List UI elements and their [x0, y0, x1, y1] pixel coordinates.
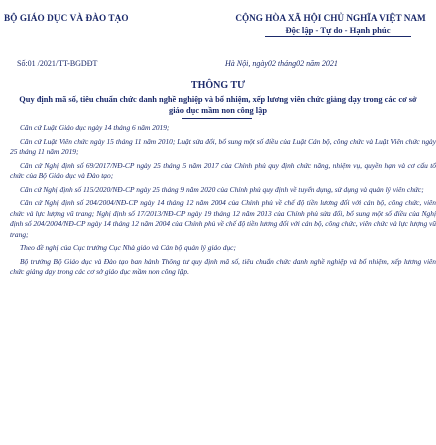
legal-basis-paragraph: Căn cứ Luật Giáo dục ngày 14 tháng 6 năm 2019; — [20, 123, 170, 132]
issuing-agency: BỘ GIÁO DỤC VÀ ĐÀO TẠO — [4, 13, 129, 23]
proposal-paragraph: Theo đề nghị của Cục trưởng Cục Nhà giáo và Cán bộ quản lý giáo dục; — [20, 243, 236, 252]
document-body — [10, 123, 436, 281]
legal-basis-paragraph: Căn cứ Nghị định số 69/2017/NĐ-CP ngày 25 tháng 5 năm 2017 của Chính phủ quy định chức năng, nhiệm vụ, quyền hạn và cơ cấu tổ chức của Bộ Giáo dục và Đào tạo; — [10, 160, 436, 180]
legal-basis-paragraph: Căn cứ Nghị định số 204/2004/NĐ-CP ngày 14 tháng 12 năm 2004 của Chính phủ về chế độ tiền lương đối với cán bộ, công chức, viên chức và lực lượng vũ trang; Nghị định số 17/2013/NĐ-CP ngày 19 tháng 12 năm 2013 của Chính phủ sửa đổi, bổ sung một số điều của Nghị định số 204/2004/NĐ-CP ngày 14 tháng 12 năm 2004 của Chính phủ về chế độ tiền lương đối với cán bộ, công chức, viên chức và lực lượng vũ trang; — [10, 198, 436, 239]
place-and-date: Hà Nội, ngày02 tháng02 năm 2021 — [225, 59, 338, 68]
motto-underline — [265, 36, 411, 37]
enactment-paragraph: Bộ trưởng Bộ Giáo dục và Đào tạo ban hành Thông tư quy định mã số, tiêu chuẩn chức danh nghề nghiệp và bổ nhiệm, xếp lương viên chức giảng dạy trong các cơ sở giáo dục mầm non công lập. — [10, 256, 436, 276]
country-name: CỘNG HÒA XÃ HỘI CHỦ NGHĨA VIỆT NAM — [235, 13, 426, 23]
subject-underline — [182, 118, 252, 119]
legal-basis-paragraph: Căn cứ Nghị định số 115/2020/NĐ-CP ngày 25 tháng 9 năm 2020 của Chính phủ quy định về tuyển dụng, sử dụng và quản lý viên chức; — [20, 184, 424, 194]
document-type: THÔNG TƯ — [190, 80, 246, 91]
legal-basis-paragraph: Căn cứ Luật Viên chức ngày 15 tháng 11 năm 2010; Luật sửa đổi, bổ sung một số điều của Luật Cán bộ, công chức và Luật Viên chức ngày 25 tháng 11 năm 2019; — [10, 136, 436, 156]
document-subject: Quy định mã số, tiêu chuẩn chức danh nghề nghiệp và bổ nhiệm, xếp lương viên chức giảng dạy trong các cơ sở giáo dục mầm non công lập — [19, 95, 417, 115]
document-number: Số:01 /2021/TT-BGDĐT — [17, 59, 98, 68]
national-motto: Độc lập - Tự do - Hạnh phúc — [285, 25, 391, 35]
